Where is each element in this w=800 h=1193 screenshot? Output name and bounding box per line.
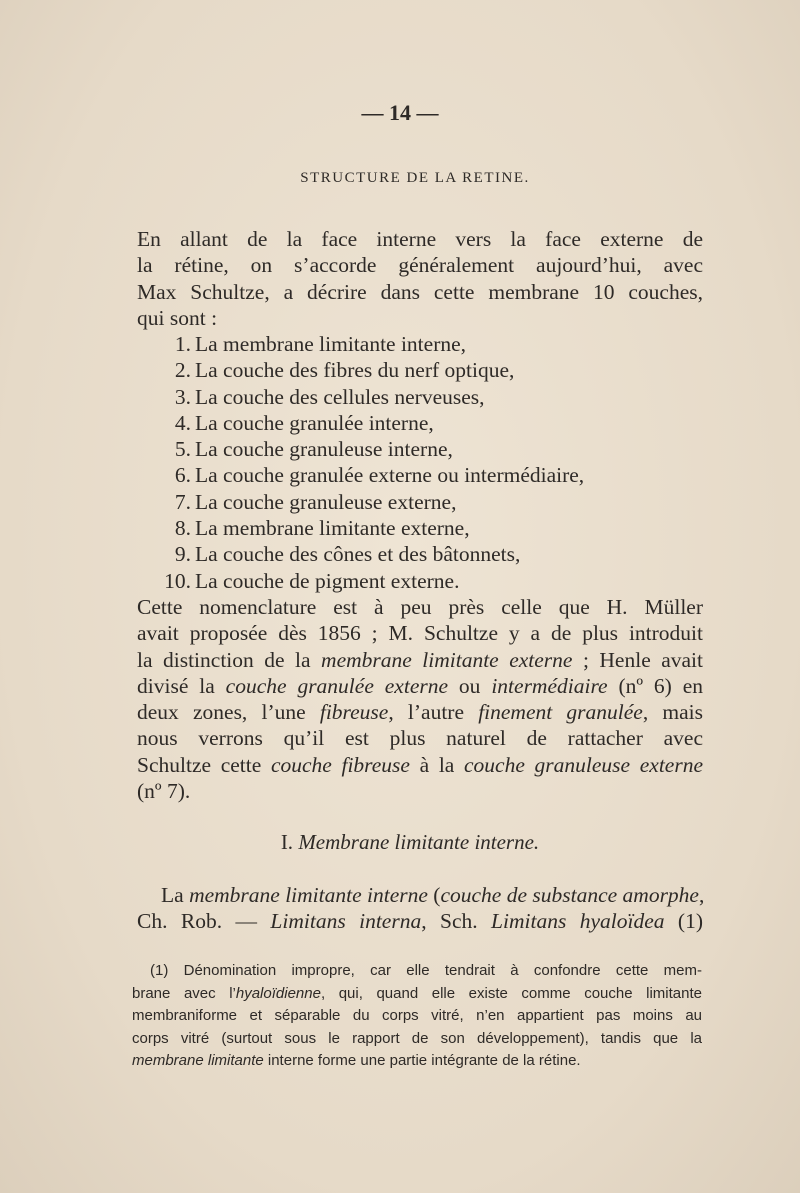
nomenclature-paragraph xyxy=(137,594,703,804)
text-line: Cette nomenclature est à peu près celle que H. Müller xyxy=(137,595,703,619)
text-line: avait proposée dès 1856 ; M. Schultze y a de plus introduit xyxy=(137,621,703,646)
italic-term: couche granuleuse externe xyxy=(464,752,704,777)
list-item xyxy=(137,541,703,567)
list-item xyxy=(137,436,703,462)
list-number: 10. xyxy=(164,568,191,593)
subsection-heading xyxy=(0,830,800,855)
italic-term: intermédiaire xyxy=(491,673,608,698)
list-label: La membrane limitante interne, xyxy=(195,332,467,356)
list-label: La membrane limitante externe, xyxy=(195,516,470,541)
list-label: La couche de pigment externe. xyxy=(195,568,460,593)
text-line: (nº 7). xyxy=(137,779,191,804)
list-item xyxy=(137,384,703,410)
list-item xyxy=(137,331,703,357)
text-line: la distinction de la membrane limitante externe ; Henle avait xyxy=(137,647,704,672)
text-line: Schultze cette couche fibreuse à la couche granuleuse externe xyxy=(137,752,704,777)
list-label: La couche granuleuse externe, xyxy=(195,489,457,514)
footnote-line: membraniforme et séparable du corps vitré, n’en appartient pas moins au xyxy=(132,1007,702,1025)
list-number: 8. xyxy=(174,516,191,541)
heading-number: I. xyxy=(280,830,294,854)
list-number: 3. xyxy=(174,384,191,409)
italic-term: membrane limitante xyxy=(132,1052,264,1070)
list-number: 1. xyxy=(174,332,191,356)
list-number: 5. xyxy=(174,437,191,462)
heading-title: Membrane limitante interne. xyxy=(298,830,540,854)
list-label: La couche des fibres du nerf optique, xyxy=(195,358,515,383)
list-item xyxy=(137,568,703,594)
text-line: Max Schultze, a décrire dans cette membrane 10 couches, xyxy=(137,279,703,304)
list-label: La couche granuleuse interne, xyxy=(195,437,453,462)
footnote-line: corps vitré (surtout sous le rapport de son développement), tandis que la xyxy=(132,1029,702,1047)
intro-paragraph xyxy=(137,226,703,331)
list-number: 2. xyxy=(174,358,191,383)
text-line: la rétine, on s’accorde généralement aujourd’hui, avec xyxy=(137,253,703,278)
italic-term: Limitans interna xyxy=(270,909,422,934)
italic-term: hyaloïdienne xyxy=(235,984,321,1002)
list-item xyxy=(137,462,703,488)
list-number: 9. xyxy=(174,542,191,567)
footnote-line: membrane limitante interne forme une partie intégrante de la rétine. xyxy=(132,1052,581,1070)
page-number: — 14 — xyxy=(361,100,439,125)
text-line: qui sont : xyxy=(137,305,218,330)
list-label: La couche des cônes et des bâtonnets, xyxy=(195,542,521,567)
definition-paragraph xyxy=(137,882,703,935)
footnote-line: (1) Dénomination impropre, car elle tendrait à confondre cette mem- xyxy=(150,962,702,979)
italic-term: membrane limitante interne xyxy=(189,883,428,907)
footnote xyxy=(132,960,702,1073)
italic-term: finement granulée xyxy=(478,700,643,725)
text-line: En allant de la face interne vers la face externe de xyxy=(137,227,703,251)
text-line: deux zones, l’une fibreuse, l’autre finement granulée, mais xyxy=(137,700,704,725)
footnote-line: brane avec l’hyaloïdienne, qui, quand elle existe comme couche limitante xyxy=(132,984,702,1002)
list-label: La couche granulée externe ou intermédiaire, xyxy=(195,463,585,488)
text-line: La membrane limitante interne (couche de substance amorphe, xyxy=(161,883,705,907)
list-number: 7. xyxy=(174,489,191,514)
text-line: nous verrons qu’il est plus naturel de rattacher avec xyxy=(137,726,703,751)
list-number: 6. xyxy=(174,463,191,488)
footnote-ref[interactable]: (1) xyxy=(664,909,703,934)
list-item xyxy=(137,515,703,541)
text-line: divisé la couche granulée externe ou intermédiaire (nº 6) en xyxy=(137,673,704,698)
section-title: STRUCTURE DE LA RETINE. xyxy=(300,170,530,186)
list-number: 4. xyxy=(174,410,191,435)
italic-term: Limitans hyaloïdea xyxy=(491,909,665,934)
layer-list xyxy=(137,331,703,594)
italic-term: couche fibreuse xyxy=(270,752,410,777)
italic-term: membrane limitante externe xyxy=(321,647,573,672)
list-label: La couche granulée interne, xyxy=(195,410,434,435)
italic-term: fibreuse xyxy=(319,700,389,725)
italic-term: couche granulée externe xyxy=(225,673,449,698)
list-item xyxy=(137,489,703,515)
text-line: Ch. Rob. — Limitans interna, Sch. Limitans hyaloïdea (1) xyxy=(137,909,703,934)
italic-term: couche de substance amorphe xyxy=(440,883,699,907)
list-item xyxy=(137,357,703,383)
list-item xyxy=(137,410,703,436)
list-label: La couche des cellules nerveuses, xyxy=(195,384,485,409)
